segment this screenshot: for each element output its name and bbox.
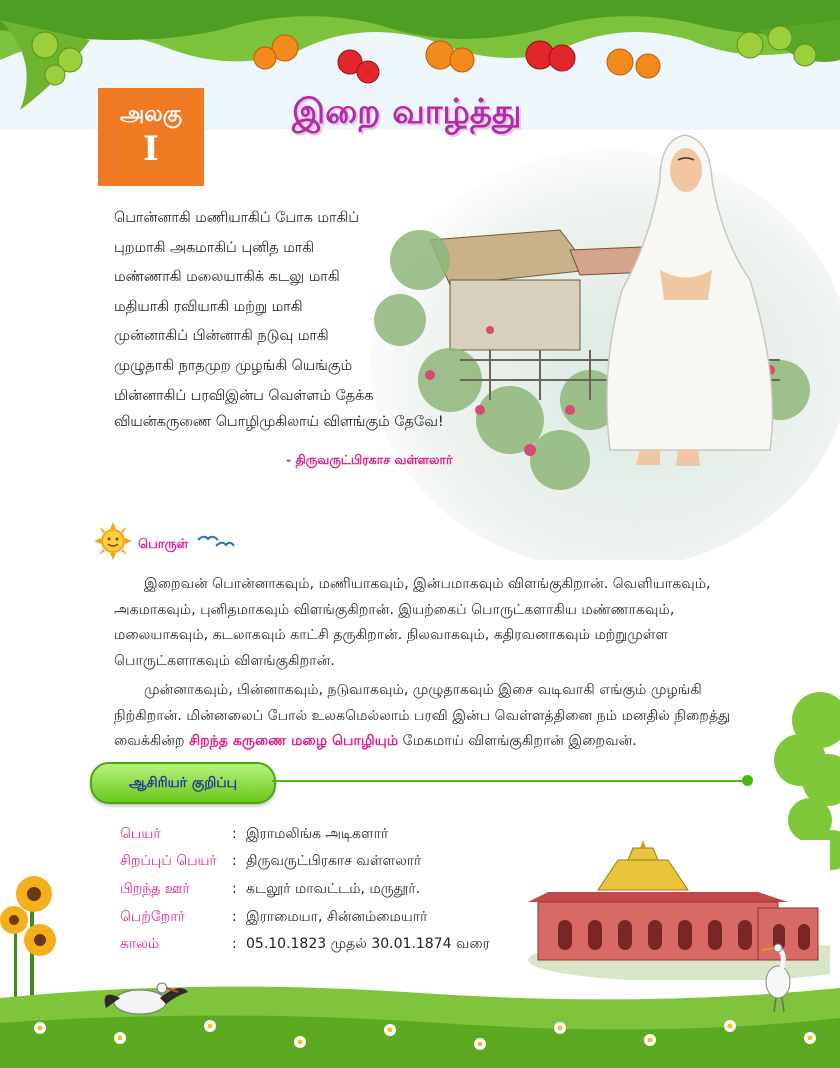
info-value: கடலூர் மாவட்டம், மருதூர். xyxy=(246,881,421,897)
info-colon: : xyxy=(232,881,237,897)
meaning-paragraph-1 xyxy=(114,572,780,674)
author-note-heading-text: ஆசிரியர் குறிப்பு xyxy=(128,775,238,791)
info-value: 05.10.1823 முதல் 30.01.1874 வரை xyxy=(246,936,490,952)
poem-line: புறமாகி அகமாகிப் புனித மாகி xyxy=(114,239,315,256)
info-label: பெயர் xyxy=(120,826,161,842)
paragraph-line xyxy=(114,729,780,755)
info-label: பெற்றோர் xyxy=(120,909,185,925)
info-colon: : xyxy=(232,853,237,869)
paragraph-line: மலையாகவும், கடலாகவும் காட்சி தருகிறான். நிலவாகவும், கதிரவனாகவும் மற்றுமுள்ள xyxy=(114,627,669,643)
info-colon: : xyxy=(232,936,237,952)
meaning-paragraph-2 xyxy=(114,678,780,755)
divider-line xyxy=(272,780,746,782)
info-label: காலம் xyxy=(120,936,160,952)
info-colon: : xyxy=(232,826,237,842)
paragraph-line: பொருட்களாகவும் விளங்குகிறான். xyxy=(114,652,335,669)
chapter-title: இறை வாழ்த்து xyxy=(292,92,522,132)
info-colon: : xyxy=(232,909,237,925)
poem-author: - திருவருட்பிரகாச வள்ளலார் xyxy=(286,452,453,467)
poem-line: மண்ணாகி மலையாகிக் கடலு மாகி xyxy=(114,269,340,286)
unit-word: அலகு xyxy=(119,102,183,127)
info-label: சிறப்புப் பெயர் xyxy=(120,853,217,869)
meaning-heading: பொருள் xyxy=(138,537,189,552)
info-value: இராமலிங்க அடிகளார் xyxy=(246,826,389,842)
sun-icon xyxy=(94,522,132,560)
poem-block xyxy=(114,204,534,411)
unit-number: I xyxy=(143,129,159,169)
poem-line: முழுதாகி நாதமுற முழங்கி யெங்கும் xyxy=(114,357,353,374)
author-note-heading xyxy=(90,762,276,804)
birds-icon xyxy=(196,528,236,550)
stork-illustration xyxy=(100,968,190,1028)
paragraph-text: வைக்கின்ற xyxy=(114,733,190,749)
info-value: திருவருட்பிரகாச வள்ளலார் xyxy=(246,853,422,869)
paragraph-line: முன்னாகவும், பின்னாகவும், நடுவாகவும், முழுதாகவும் இசை வடிவாகி எங்கும் முழங்கி xyxy=(144,682,702,698)
divider-dot xyxy=(742,775,753,786)
poem-line: மதியாகி ரவியாகி மற்று மாகி xyxy=(114,298,303,315)
highlighted-phrase: சிறந்த கருணை மழை பொழியும் xyxy=(189,733,399,749)
paragraph-line: அகமாகவும், புனிதமாகவும் விளங்குகிறான். இயற்கைப் பொருட்களாகிய மண்ணாகவும், xyxy=(114,601,675,618)
poem-line: மின்னாகிப் பரவிஇன்ப வெள்ளம் தேக்க xyxy=(114,387,374,404)
info-value: இராமையா, சின்னம்மையார் xyxy=(246,909,428,925)
unit-badge xyxy=(98,88,204,186)
poem-last-line: வியன்கருணை பொழிமுகிலாய் விளங்கும் தேவே! xyxy=(114,414,444,430)
poem-line: முன்னாகிப் பின்னாகி நடுவு மாகி xyxy=(114,328,329,345)
heron-illustration xyxy=(752,942,802,1012)
paragraph-text: மேகமாய் விளங்குகிறான் இறைவன். xyxy=(398,733,637,749)
info-label: பிறந்த ஊர் xyxy=(120,881,190,897)
paragraph-line: நிற்கிறான். மின்னலைப் போல் உலகமெல்லாம் பரவி இன்ப வெள்ளத்தினை நம் மனதில் நிறைத்து xyxy=(114,707,731,724)
poem-line: பொன்னாகி மணியாகிப் போக மாகிப் xyxy=(114,210,359,226)
paragraph-line: இறைவன் பொன்னாகவும், மணியாகவும், இன்பமாகவும் விளங்குகிறான். வெளியாகவும், xyxy=(144,576,711,592)
